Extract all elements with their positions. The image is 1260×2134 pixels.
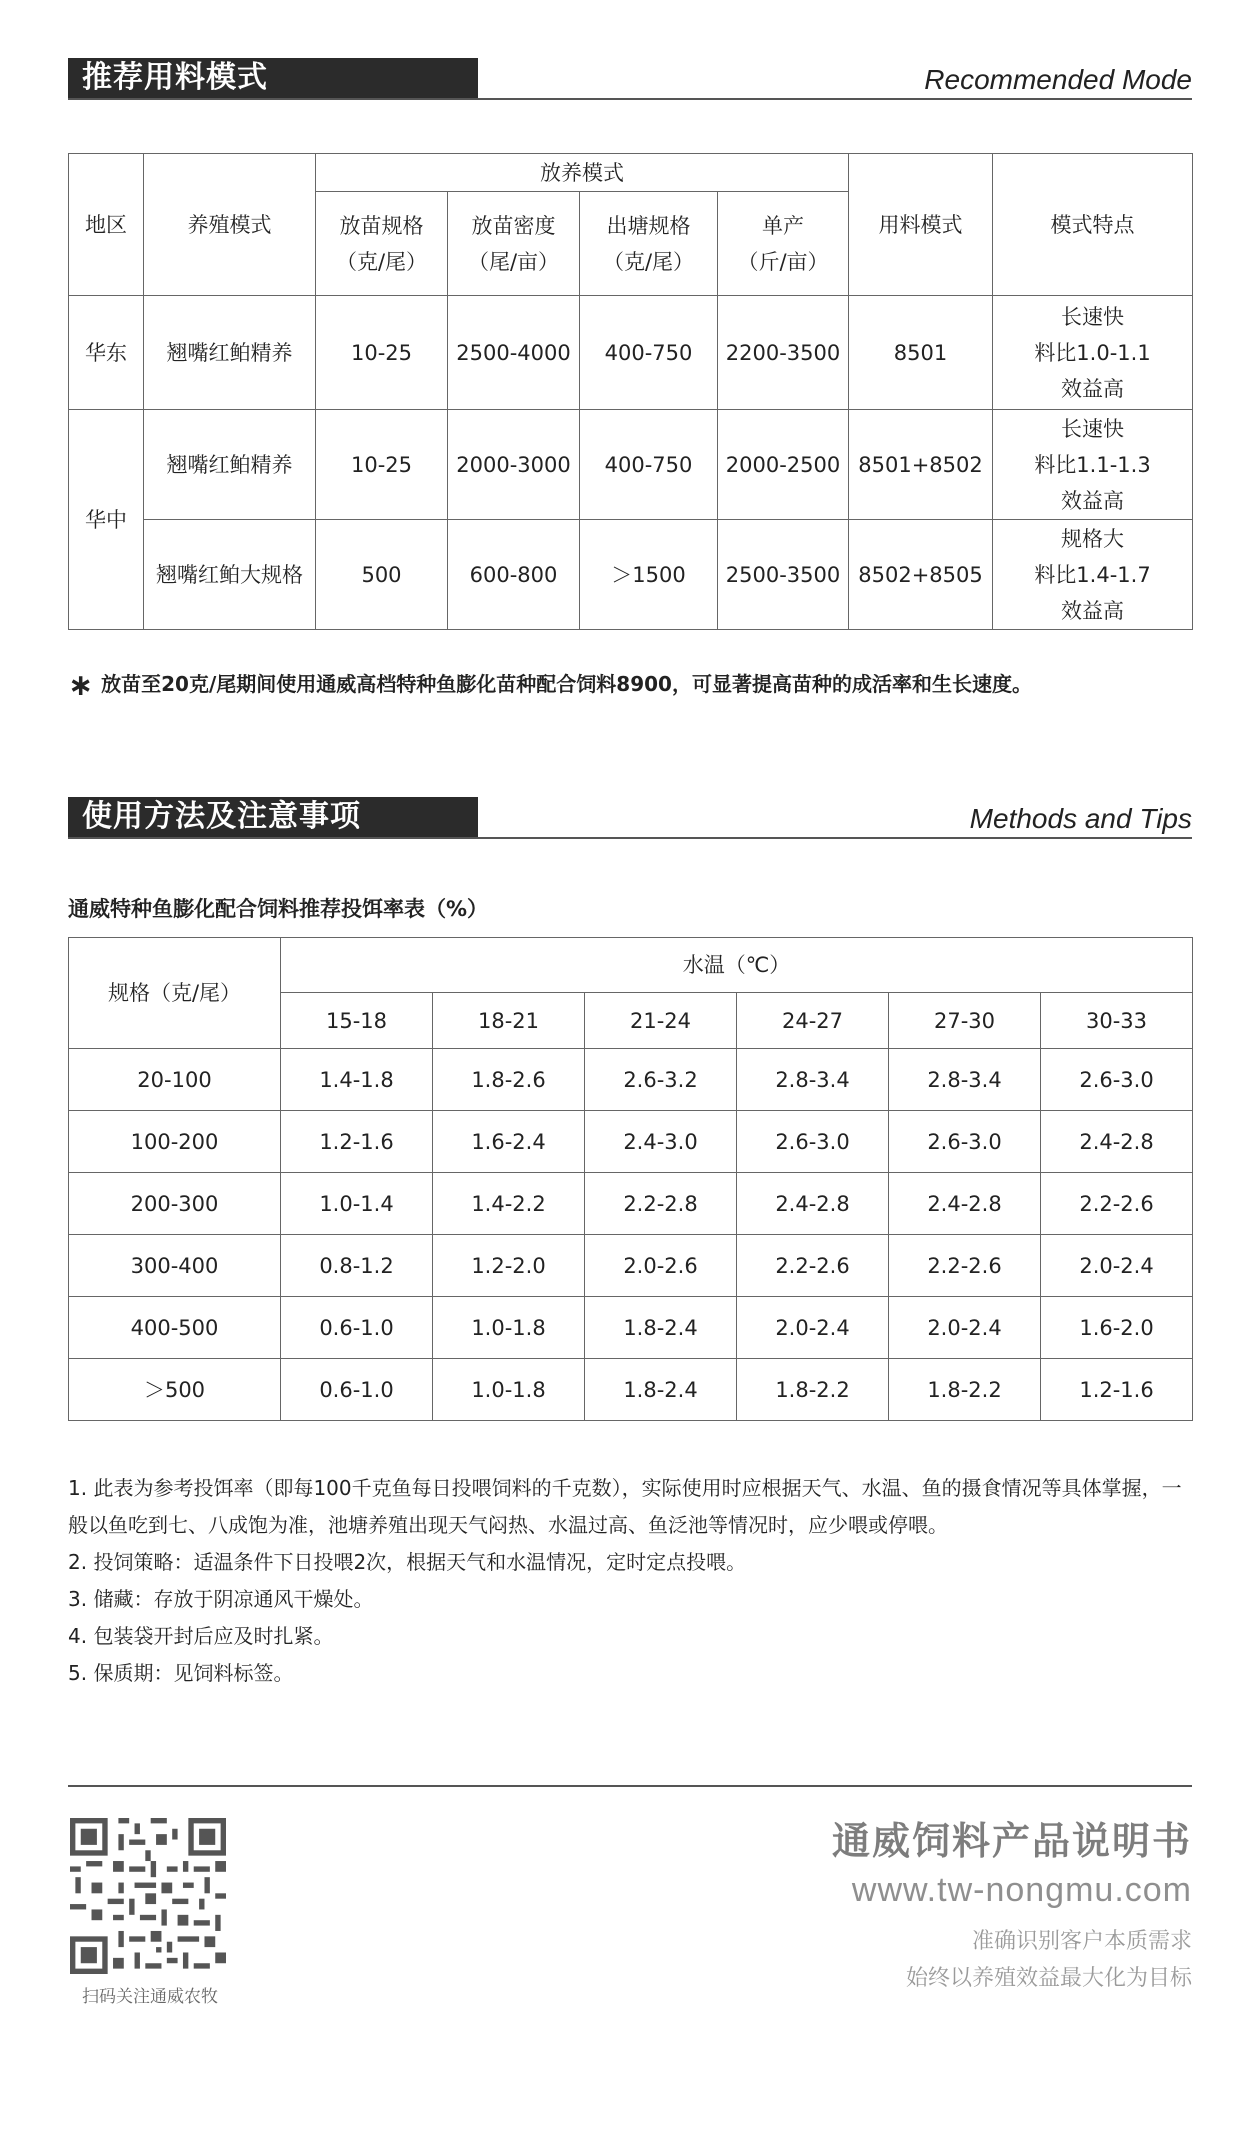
header-stocking: 放养模式 (316, 154, 849, 192)
cell-density: 2000-3000 (448, 410, 580, 520)
header-temp: 24-27 (737, 993, 889, 1049)
header-water-temp: 水温（℃） (281, 938, 1193, 993)
brand-block (832, 1810, 1192, 1992)
cell-rate: 2.4-2.8 (737, 1173, 889, 1235)
cell-rate: 0.6-1.0 (281, 1359, 433, 1421)
section-title: 推荐用料模式 (68, 58, 478, 98)
table-row (69, 1359, 1193, 1421)
table-row (69, 520, 1193, 630)
cell-rate: 2.2-2.8 (585, 1173, 737, 1235)
qr-caption: 扫码关注通威农牧 (82, 1987, 218, 2007)
footer-divider (68, 1785, 1192, 1787)
cell-rate: 1.8-2.6 (433, 1049, 585, 1111)
cell-rate: 1.4-1.8 (281, 1049, 433, 1111)
section-title-en: Methods and Tips (969, 803, 1192, 834)
cell-feed: 8501 (849, 296, 993, 410)
cell-rate: 1.4-2.2 (433, 1173, 585, 1235)
cell-rate: 1.2-1.6 (1041, 1359, 1193, 1421)
cell-mode: 翘嘴红鲌精养 (144, 410, 316, 520)
table-row (69, 410, 1193, 520)
cell-spec: 400-500 (69, 1297, 281, 1359)
recommended-mode-table (68, 153, 1193, 630)
section-title-en: Recommended Mode (924, 64, 1192, 95)
table-row (69, 1173, 1193, 1235)
table-row (69, 1111, 1193, 1173)
qr-code-icon (70, 1818, 226, 1974)
table-row (69, 1297, 1193, 1359)
header-region: 地区 (69, 154, 144, 296)
cell-rate: 1.2-1.6 (281, 1111, 433, 1173)
cell-rate: 2.0-2.6 (585, 1235, 737, 1297)
header-spec: 规格（克/尾） (69, 938, 281, 1049)
cell-rate: 1.8-2.2 (889, 1359, 1041, 1421)
cell-spec: 300-400 (69, 1235, 281, 1297)
cell-feed: 8502+8505 (849, 520, 993, 630)
feeding-rate-table-title: 通威特种鱼膨化配合饲料推荐投饵率表（%） (68, 897, 489, 921)
cell-rate: 2.6-3.2 (585, 1049, 737, 1111)
cell-size: 10-25 (316, 410, 448, 520)
cell-rate: 2.6-3.0 (1041, 1049, 1193, 1111)
cell-rate: 1.6-2.0 (1041, 1297, 1193, 1359)
cell-rate: 0.6-1.0 (281, 1297, 433, 1359)
cell-rate: 2.8-3.4 (737, 1049, 889, 1111)
cell-rate: 2.2-2.6 (1041, 1173, 1193, 1235)
cell-rate: 1.8-2.4 (585, 1359, 737, 1421)
tip-item: 5. 保质期：见饲料标签。 (68, 1661, 294, 1685)
table-row (69, 1235, 1193, 1297)
cell-mode: 翘嘴红鲌大规格 (144, 520, 316, 630)
cell-rate: 2.4-2.8 (889, 1173, 1041, 1235)
brand-slogan-2: 始终以养殖效益最大化为目标 (905, 1966, 1192, 1991)
star-icon: ∗ (68, 668, 94, 703)
tip-item: 4. 包装袋开封后应及时扎紧。 (68, 1624, 334, 1648)
cell-feed: 8501+8502 (849, 410, 993, 520)
cell-spec: 100-200 (69, 1111, 281, 1173)
cell-rate: 1.8-2.4 (585, 1297, 737, 1359)
cell-feature: 长速快 料比1.1-1.3 效益高 (993, 410, 1193, 520)
cell-feature: 长速快 料比1.0-1.1 效益高 (993, 296, 1193, 410)
brand-url[interactable]: www.tw-nongmu.com (851, 1871, 1192, 1909)
cell-rate: 1.2-2.0 (433, 1235, 585, 1297)
header-yield: 单产 （斤/亩） (718, 192, 849, 296)
cell-spec: 200-300 (69, 1173, 281, 1235)
tip-item: 3. 储藏：存放于阴凉通风干燥处。 (68, 1587, 374, 1611)
cell-density: 2500-4000 (448, 296, 580, 410)
cell-density: 600-800 (448, 520, 580, 630)
tip-item: 1. 此表为参考投饵率（即每100千克鱼每日投喂饲料的千克数），实际使用时应根据天气、水温、鱼的摄食情况等具体掌握，一般以鱼吃到七、八成饱为准，池塘养殖出现天气闷热、水温过高、鱼泛池等情况时，应少喂或停喂。 (68, 1476, 1182, 1537)
cell-rate: 2.4-2.8 (1041, 1111, 1193, 1173)
cell-spec: ＞500 (69, 1359, 281, 1421)
header-temp: 27-30 (889, 993, 1041, 1049)
cell-feature: 规格大 料比1.4-1.7 效益高 (993, 520, 1193, 630)
header-temp: 30-33 (1041, 993, 1193, 1049)
header-temp: 21-24 (585, 993, 737, 1049)
header-mode: 养殖模式 (144, 154, 316, 296)
section-header-methods (68, 797, 1192, 839)
cell-rate: 2.2-2.6 (737, 1235, 889, 1297)
cell-size: 500 (316, 520, 448, 630)
section-title: 使用方法及注意事项 (68, 797, 478, 837)
header-size: 放苗规格 （克/尾） (316, 192, 448, 296)
cell-rate: 1.0-1.8 (433, 1359, 585, 1421)
header-temp: 18-21 (433, 993, 585, 1049)
cell-yield: 2200-3500 (718, 296, 849, 410)
cell-rate: 2.8-3.4 (889, 1049, 1041, 1111)
cell-rate: 1.0-1.4 (281, 1173, 433, 1235)
cell-rate: 2.6-3.0 (889, 1111, 1041, 1173)
header-feature: 模式特点 (993, 154, 1193, 296)
cell-rate: 1.6-2.4 (433, 1111, 585, 1173)
cell-rate: 2.6-3.0 (737, 1111, 889, 1173)
cell-rate: 2.0-2.4 (1041, 1235, 1193, 1297)
cell-rate: 2.0-2.4 (737, 1297, 889, 1359)
cell-rate: 2.2-2.6 (889, 1235, 1041, 1297)
cell-rate: 2.4-3.0 (585, 1111, 737, 1173)
cell-rate: 0.8-1.2 (281, 1235, 433, 1297)
header-harvest: 出塘规格 （克/尾） (580, 192, 718, 296)
cell-harvest: 400-750 (580, 296, 718, 410)
header-density: 放苗密度 （尾/亩） (448, 192, 580, 296)
cell-mode: 翘嘴红鲌精养 (144, 296, 316, 410)
table-row (69, 296, 1193, 410)
cell-region: 华中 (69, 410, 144, 630)
header-feed: 用料模式 (849, 154, 993, 296)
brand-name: 通威饲料产品说明书 (831, 1819, 1192, 1863)
tip-item: 2. 投饲策略：适温条件下日投喂2次，根据天气和水温情况，定时定点投喂。 (68, 1550, 747, 1574)
star-note: ∗ 放苗至20克/尾期间使用通威高档特种鱼膨化苗种配合饲料8900，可显著提高苗种的成活率和生长速度。 (68, 668, 1032, 703)
usage-tips (68, 1470, 1192, 1692)
cell-harvest: 400-750 (580, 410, 718, 520)
cell-spec: 20-100 (69, 1049, 281, 1111)
cell-rate: 2.0-2.4 (889, 1297, 1041, 1359)
cell-size: 10-25 (316, 296, 448, 410)
cell-yield: 2500-3500 (718, 520, 849, 630)
cell-yield: 2000-2500 (718, 410, 849, 520)
cell-harvest: ＞1500 (580, 520, 718, 630)
table-row (69, 1049, 1193, 1111)
cell-rate: 1.8-2.2 (737, 1359, 889, 1421)
brand-slogan-1: 准确识别客户本质需求 (971, 1929, 1192, 1954)
header-temp: 15-18 (281, 993, 433, 1049)
feeding-rate-table (68, 937, 1193, 1421)
cell-rate: 1.0-1.8 (433, 1297, 585, 1359)
section-header-recommended (68, 58, 1192, 100)
cell-region: 华东 (69, 296, 144, 410)
